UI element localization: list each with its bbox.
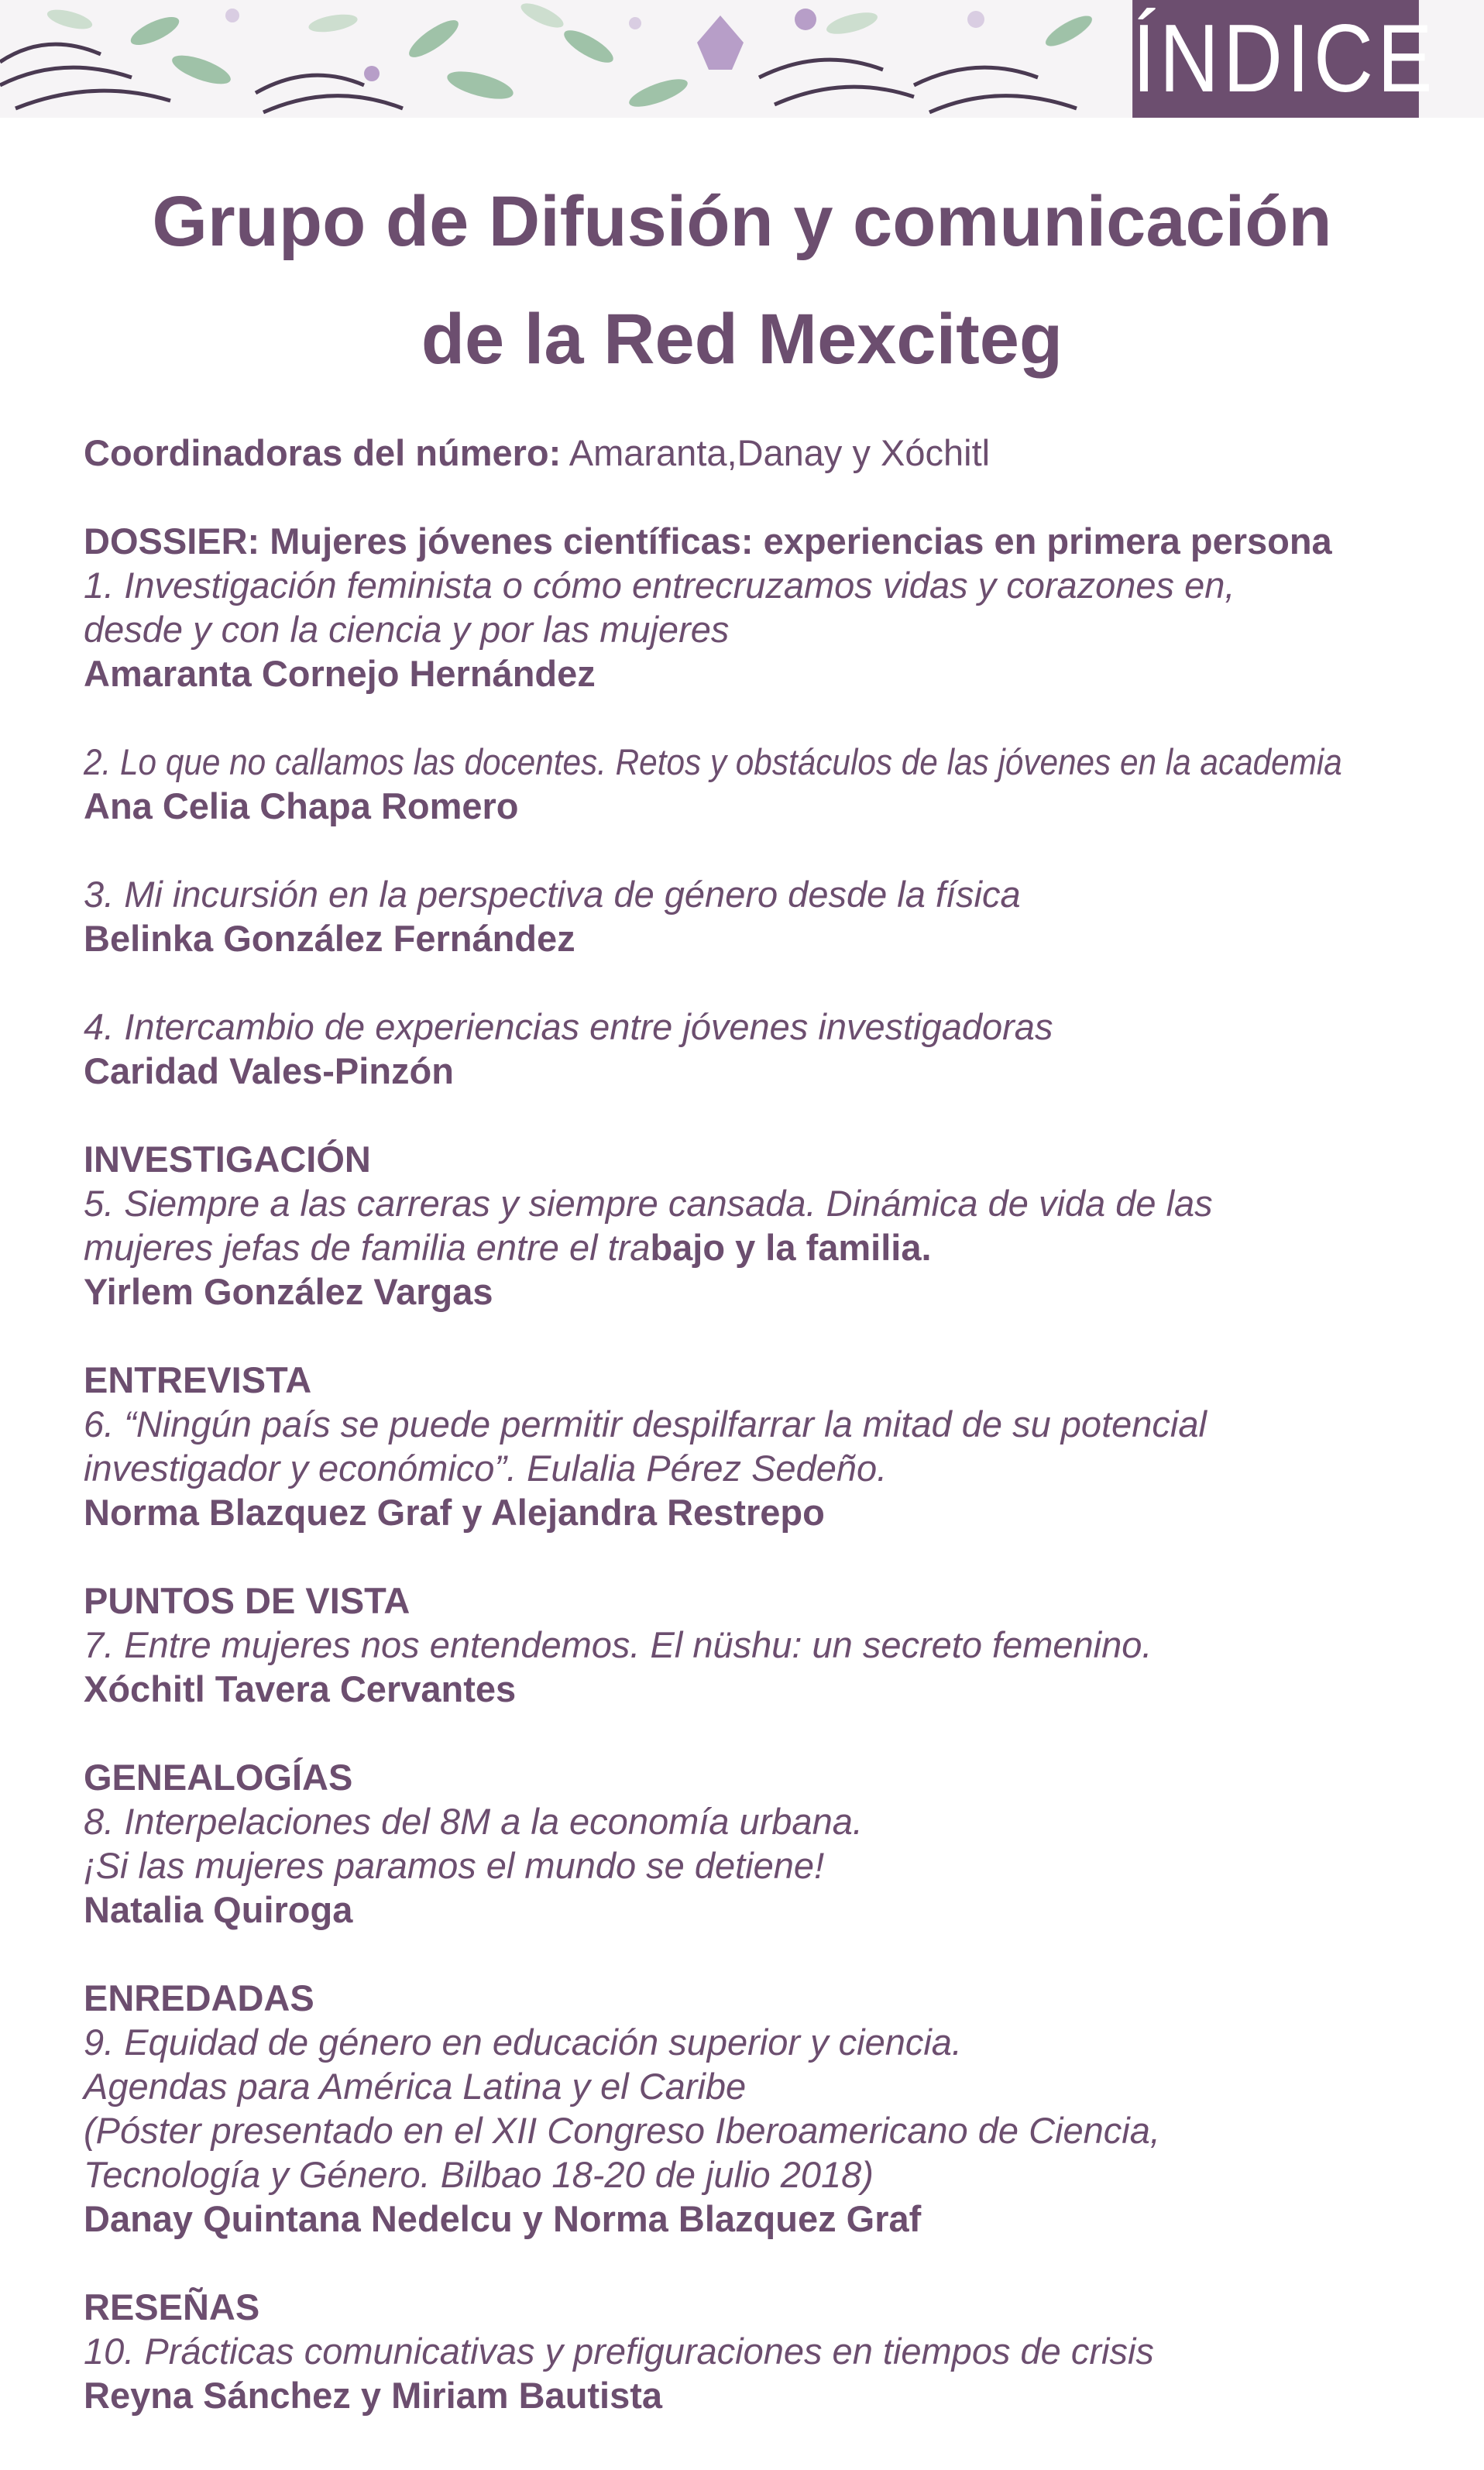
- section-heading-puntos-de-vista: PUNTOS DE VISTA: [84, 1580, 411, 1621]
- page-title-line-1: Grupo de Difusión y comunicación: [152, 182, 1332, 261]
- entry-title-1b: desde y con la ciencia y por las mujeres: [84, 609, 730, 650]
- entry-title-1a: 1. Investigación feminista o cómo entrecruzamos vidas y corazones en,: [84, 565, 1235, 606]
- coordinators-line: [84, 431, 1470, 475]
- table-of-contents: [84, 431, 1470, 2417]
- entry-title-9d: Tecnología y Género. Bilbao 18-20 de julio 2018): [84, 2154, 874, 2195]
- entry-author-1: Amaranta Cornejo Hernández: [84, 653, 596, 694]
- entry-title-2: 2. Lo que no callamos las docentes. Retos y obstáculos de las jóvenes en la academia: [84, 741, 1342, 782]
- entry-title-8a: 8. Interpelaciones del 8M a la economía urbana.: [84, 1801, 863, 1842]
- entry-title-6b: investigador y económico”. Eulalia Pérez Sedeño.: [84, 1448, 888, 1489]
- section-heading-enredadas: ENREDADAS: [84, 1977, 314, 2018]
- coordinators-label: Coordinadoras del número:: [84, 432, 562, 473]
- index-label: ÍNDICE: [1132, 0, 1419, 118]
- entry-author-2: Ana Celia Chapa Romero: [84, 785, 519, 826]
- entry-author-9: Danay Quintana Nedelcu y Norma Blazquez Graf: [84, 2198, 922, 2239]
- floral-banner: [0, 0, 1484, 118]
- entry-author-3: Belinka González Fernández: [84, 918, 575, 959]
- entry-author-10: Reyna Sánchez y Miriam Bautista: [84, 2375, 663, 2416]
- entry-title-4: 4. Intercambio de experiencias entre jóvenes investigadoras: [84, 1006, 1053, 1047]
- entry-author-4: Caridad Vales-Pinzón: [84, 1050, 454, 1091]
- entry-title-7: 7. Entre mujeres nos entendemos. El nüshu: un secreto femenino.: [84, 1624, 1153, 1665]
- entry-title-6a: 6. “Ningún país se puede permitir despilfarrar la mitad de su potencial: [84, 1403, 1207, 1445]
- section-heading-dossier: DOSSIER: Mujeres jóvenes científicas: experiencias en primera persona: [84, 520, 1332, 562]
- section-heading-genealogias: GENEALOGÍAS: [84, 1757, 353, 1798]
- entry-title-5b: mujeres jefas de familia entre el trabajo y la familia.: [84, 1227, 932, 1268]
- section-heading-entrevista: ENTREVISTA: [84, 1359, 312, 1400]
- entry-author-7: Xóchitl Tavera Cervantes: [84, 1668, 517, 1709]
- coordinators-value: Amaranta,Danay y Xóchitl: [561, 432, 991, 473]
- section-heading-investigacion: INVESTIGACIÓN: [84, 1139, 371, 1180]
- entry-title-9b: Agendas para América Latina y el Caribe: [84, 2066, 747, 2107]
- page-title-line-2: de la Red Mexciteg: [421, 300, 1063, 379]
- entry-title-10: 10. Prácticas comunicativas y prefiguraciones en tiempos de crisis: [84, 2331, 1154, 2372]
- entry-title-9c: (Póster presentado en el XII Congreso Iberoamericano de Ciencia,: [84, 2110, 1160, 2151]
- entry-author-6: Norma Blazquez Graf y Alejandra Restrepo: [84, 1492, 825, 1533]
- entry-title-9a: 9. Equidad de género en educación superior y ciencia.: [84, 2022, 962, 2063]
- entry-author-5: Yirlem González Vargas: [84, 1271, 493, 1312]
- section-heading-resenas: RESEÑAS: [84, 2286, 260, 2327]
- page-title: [0, 163, 1484, 398]
- entry-title-3: 3. Mi incursión en la perspectiva de género desde la física: [84, 874, 1021, 915]
- entry-author-8: Natalia Quiroga: [84, 1889, 353, 1930]
- entry-title-5a: 5. Siempre a las carreras y siempre cansada. Dinámica de vida de las: [84, 1183, 1213, 1224]
- entry-title-8b: ¡Si las mujeres paramos el mundo se detiene!: [84, 1845, 825, 1886]
